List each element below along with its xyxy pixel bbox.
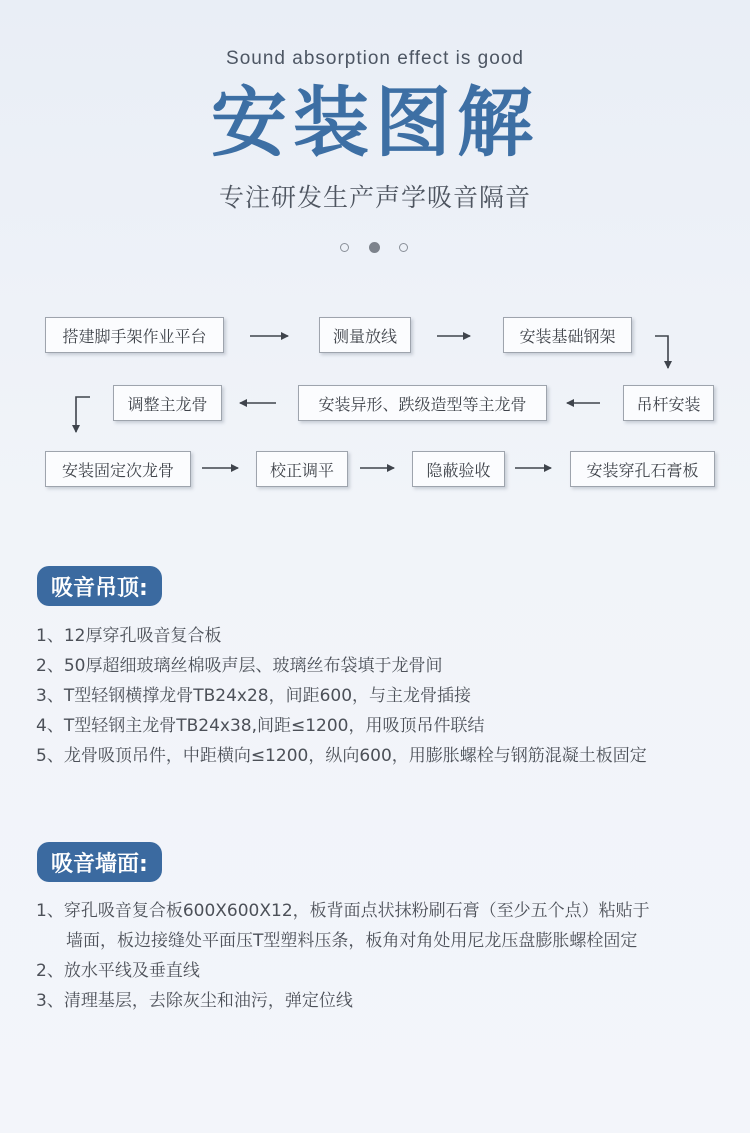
list-item: 5、龙骨吸顶吊件，中距横向≤1200，纵向600，用膨胀螺栓与钢筋混凝土板固定 <box>36 746 647 766</box>
list-item: 1、12厚穿孔吸音复合板 <box>36 626 222 646</box>
pagination-dot[interactable] <box>340 243 349 252</box>
flow-step-hanger-rod: 吊杆安装 <box>623 385 714 421</box>
wall-list <box>36 896 726 1016</box>
list-item: 2、放水平线及垂直线 <box>36 961 200 981</box>
english-subtitle: Sound absorption effect is good <box>226 48 524 69</box>
flow-step-special-shape-keel: 安装异形、跌级造型等主龙骨 <box>298 385 547 421</box>
ceiling-heading: 吸音吊顶: <box>37 566 162 606</box>
flow-step-secondary-keel: 安装固定次龙骨 <box>45 451 191 487</box>
list-item-continuation: 墙面，板边接缝处平面压T型塑料压条，板角对角处用尼龙压盘膨胀螺栓固定 <box>66 931 638 951</box>
flow-step-steel-frame: 安装基础钢架 <box>503 317 632 353</box>
list-item: 3、T型轻钢横撑龙骨TB24x28，间距600，与主龙骨插接 <box>36 686 472 706</box>
list-item: 4、T型轻钢主龙骨TB24x38,间距≤1200，用吸顶吊件联结 <box>36 716 485 736</box>
pagination-dot[interactable] <box>399 243 408 252</box>
flow-step-survey: 测量放线 <box>319 317 411 353</box>
tagline: 专注研发生产声学吸音隔音 <box>218 183 531 212</box>
wall-heading: 吸音墙面: <box>37 842 162 882</box>
ceiling-list <box>36 621 726 771</box>
flow-step-calibrate: 校正调平 <box>256 451 348 487</box>
flow-step-adjust-main-keel: 调整主龙骨 <box>113 385 222 421</box>
pagination-dot-active[interactable] <box>369 242 380 253</box>
arrow-down <box>76 397 90 432</box>
arrow-down <box>655 336 668 368</box>
flow-step-inspection: 隐蔽验收 <box>412 451 505 487</box>
list-item: 2、50厚超细玻璃丝棉吸声层、玻璃丝布袋填于龙骨间 <box>36 656 443 676</box>
flow-step-scaffold: 搭建脚手架作业平台 <box>45 317 224 353</box>
flow-step-gypsum-board: 安装穿孔石膏板 <box>570 451 715 487</box>
list-item: 1、穿孔吸音复合板600X600X12，板背面点状抹粉刷石膏（至少五个点）粘贴于 <box>36 901 650 921</box>
pagination-dots <box>340 243 412 255</box>
page-title: 安装图解 <box>211 78 539 167</box>
list-item: 3、清理基层，去除灰尘和油污，弹定位线 <box>36 991 353 1011</box>
